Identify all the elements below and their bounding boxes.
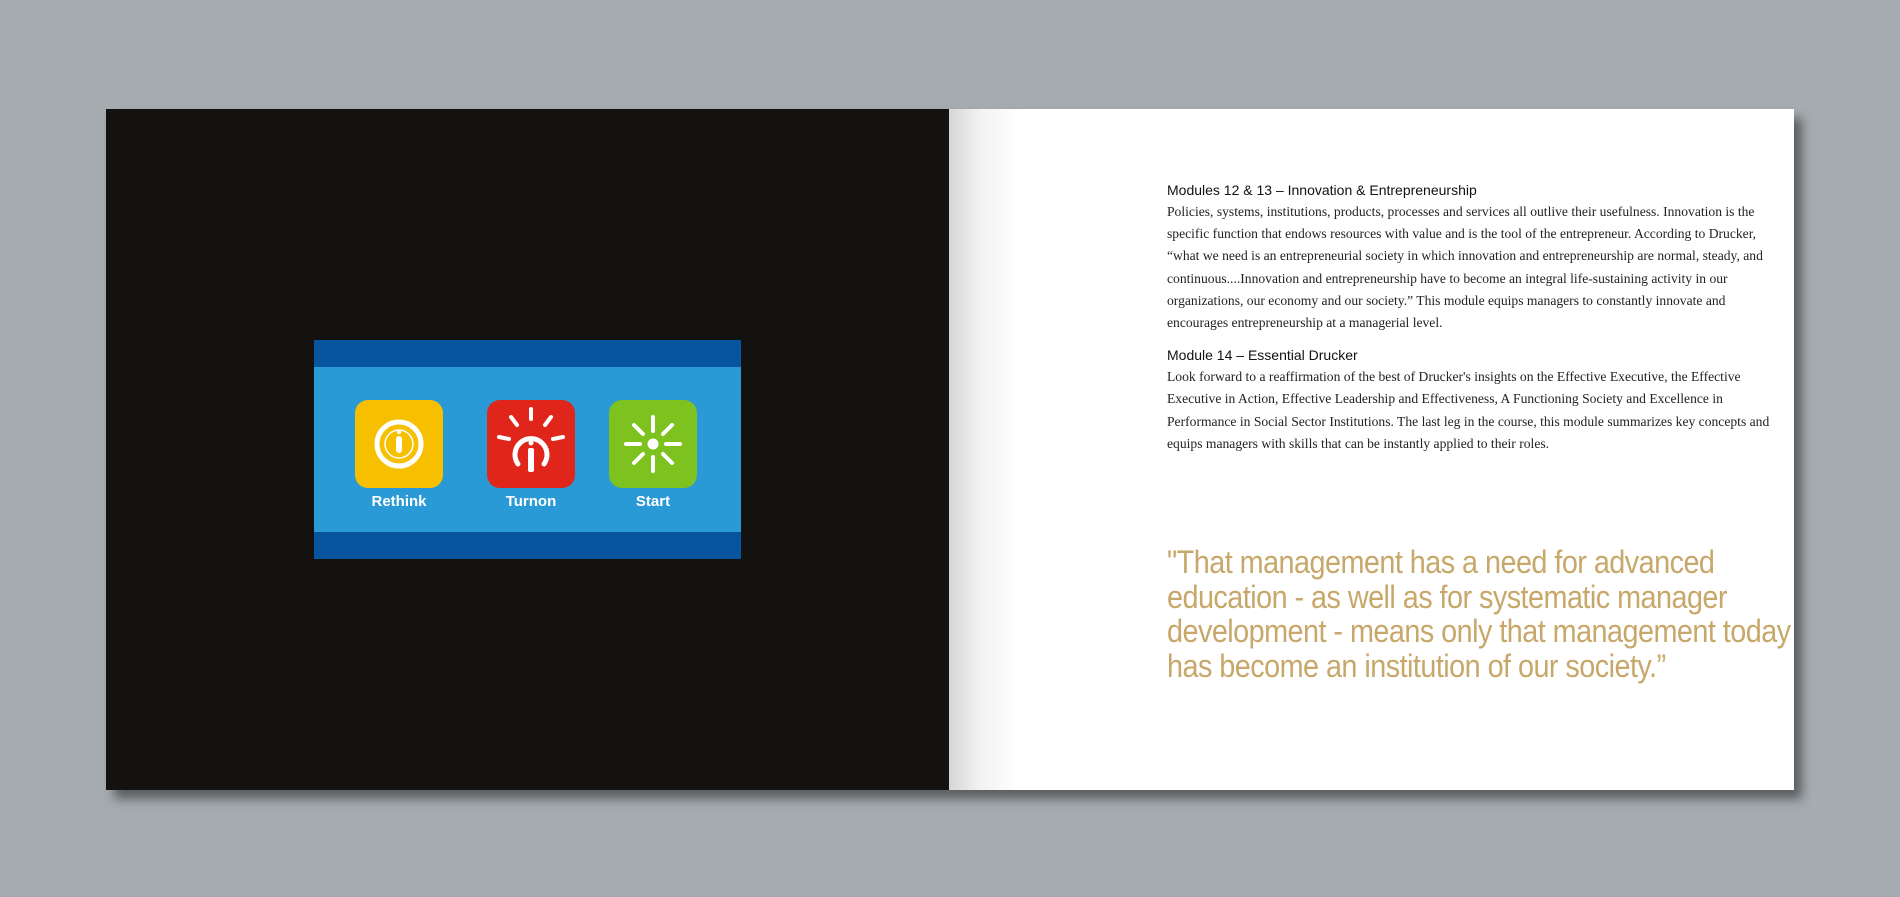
power-button-icon <box>369 414 429 474</box>
turnon-label: Turnon <box>505 493 557 510</box>
banner-top-band <box>314 340 741 367</box>
pull-quote: "That management has a need for advanced education - as well as for systematic manager development - means only that management today has become an institution of our society.” <box>1167 544 1791 684</box>
turnon-tile <box>487 400 575 488</box>
app-banner <box>314 340 741 559</box>
module-body-essential-drucker: Look forward to a reaffirmation of the best of Drucker's insights on the Effective Executive, the Effective Executive in Action, Effective Leadership and Effectiveness, A Functioning Society and Excellence in Performance in Social Sector Institutions. The last leg in the course, this module summarizes key concepts and equips managers with skills that can be instantly applied to their roles. <box>1167 369 1770 451</box>
rethink-label: Rethink <box>371 493 427 510</box>
rethink-tile <box>355 400 443 488</box>
module-body-innovation: Policies, systems, institutions, products, processes and services all outlive their usefulness. Innovation is the specific function that endows resources with value and is the tool of the entrepreneur. According to Drucker, “what we need is an entrepreneurial society in which innovation and entrepreneurship are normal, steady, and continuous....Innovation and entrepreneurship have to become an integral life-sustaining activity in our organizations, our economy and our society.” This module equips managers to constantly innovate and encourages entrepreneurship at a managerial level. <box>1167 204 1763 331</box>
start-label: Start <box>635 493 671 510</box>
left-page <box>106 109 949 790</box>
sunburst-icon <box>618 409 688 479</box>
app-start <box>608 400 698 510</box>
light-bulb-rays-icon <box>491 404 571 484</box>
banner-bottom-band <box>314 532 741 559</box>
brochure-spread <box>106 109 1794 790</box>
right-page <box>949 109 1794 790</box>
app-rethink <box>354 400 444 510</box>
start-tile <box>609 400 697 488</box>
gutter-shadow <box>949 109 1019 790</box>
module-heading-innovation: Modules 12 & 13 – Innovation & Entrepreneurship <box>1167 182 1477 198</box>
app-turnon <box>486 400 576 510</box>
module-text <box>1167 181 1787 455</box>
module-heading-essential-drucker: Module 14 – Essential Drucker <box>1167 347 1358 364</box>
